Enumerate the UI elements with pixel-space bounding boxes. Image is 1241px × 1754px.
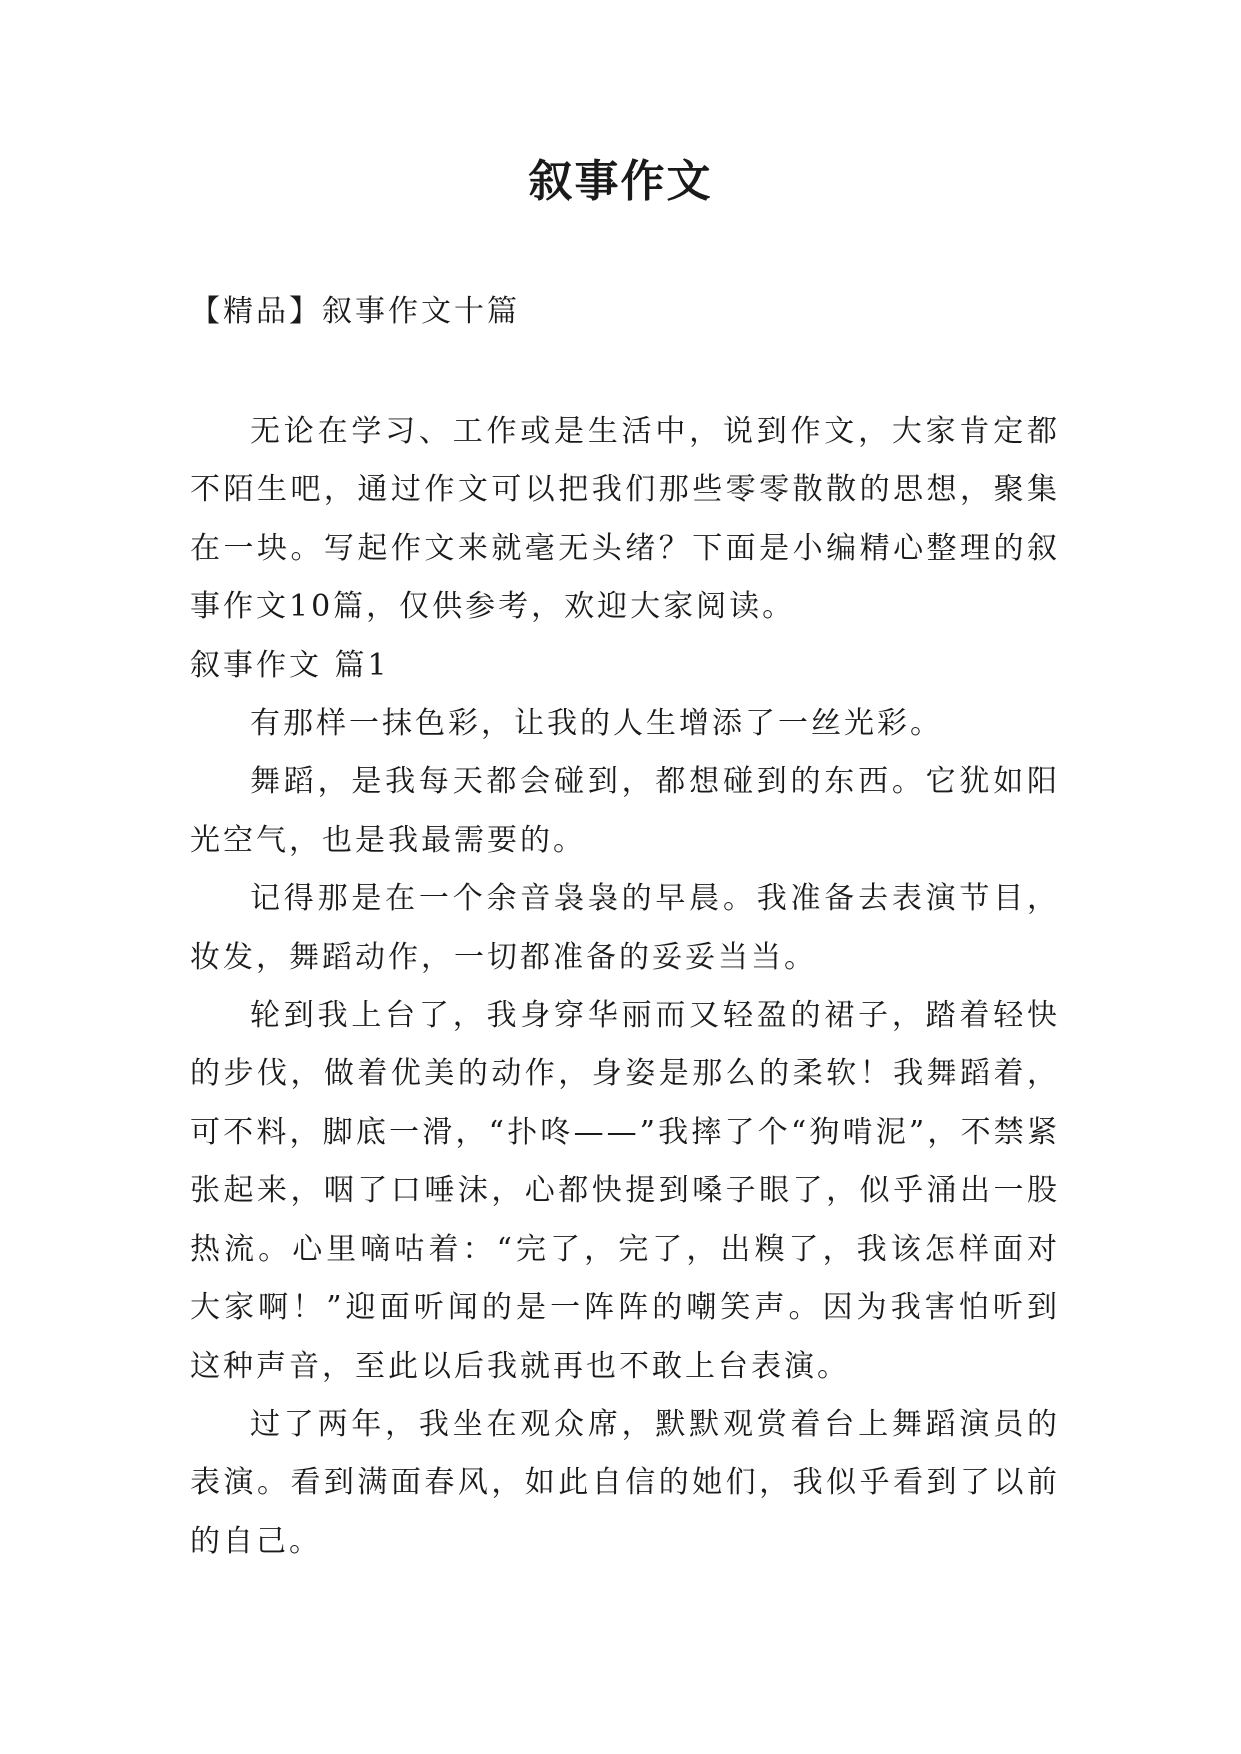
body-paragraph: 舞蹈，是我每天都会碰到，都想碰到的东西。它犹如阳光空气，也是我最需要的。 (190, 764, 1060, 858)
document-title: 叙事作文 (528, 156, 713, 207)
document-subtitle: 【精品】叙事作文十篇 (190, 294, 520, 329)
body-paragraph: 过了两年，我坐在观众席，默默观赏着台上舞蹈演员的表演。看到满面春风，如此自信的她们，我似乎看到了以前的自己。 (190, 1406, 1060, 1559)
body-paragraph: 记得那是在一个余音袅袅的早晨。我准备去表演节目，妆发，舞蹈动作，一切都准备的妥妥当当。 (190, 881, 1060, 975)
section-heading: 叙事作文 篇1 (190, 647, 390, 683)
body-paragraph: 轮到我上台了，我身穿华丽而又轻盈的裙子，踏着轻快的步伐，做着优美的动作，身姿是那么的柔软！我舞蹈着，可不料，脚底一滑，“扑咚——”我摔了个“狗啃泥”，不禁紧张起来，咽了口唾沫，心都快提到嗓子眼了，似乎涌出一股热流。心里嘀咕着：“完了，完了，出糗了，我该怎样面对大家啊！”迎面听闻的是一阵阵的嘲笑声。因为我害怕听到这种声音，至此以后我就再也不敢上台表演。 (190, 998, 1060, 1384)
document-body (190, 403, 1060, 1571)
body-paragraph: 有那样一抹色彩，让我的人生增添了一丝光彩。 (250, 706, 943, 742)
intro-paragraph: 无论在学习、工作或是生活中，说到作文，大家肯定都不陌生吧，通过作文可以把我们那些零零散散的思想，聚集在一块。写起作文来就毫无头绪？下面是小编精心整理的叙事作文10篇，仅供参考，欢迎大家阅读。 (190, 414, 1060, 625)
